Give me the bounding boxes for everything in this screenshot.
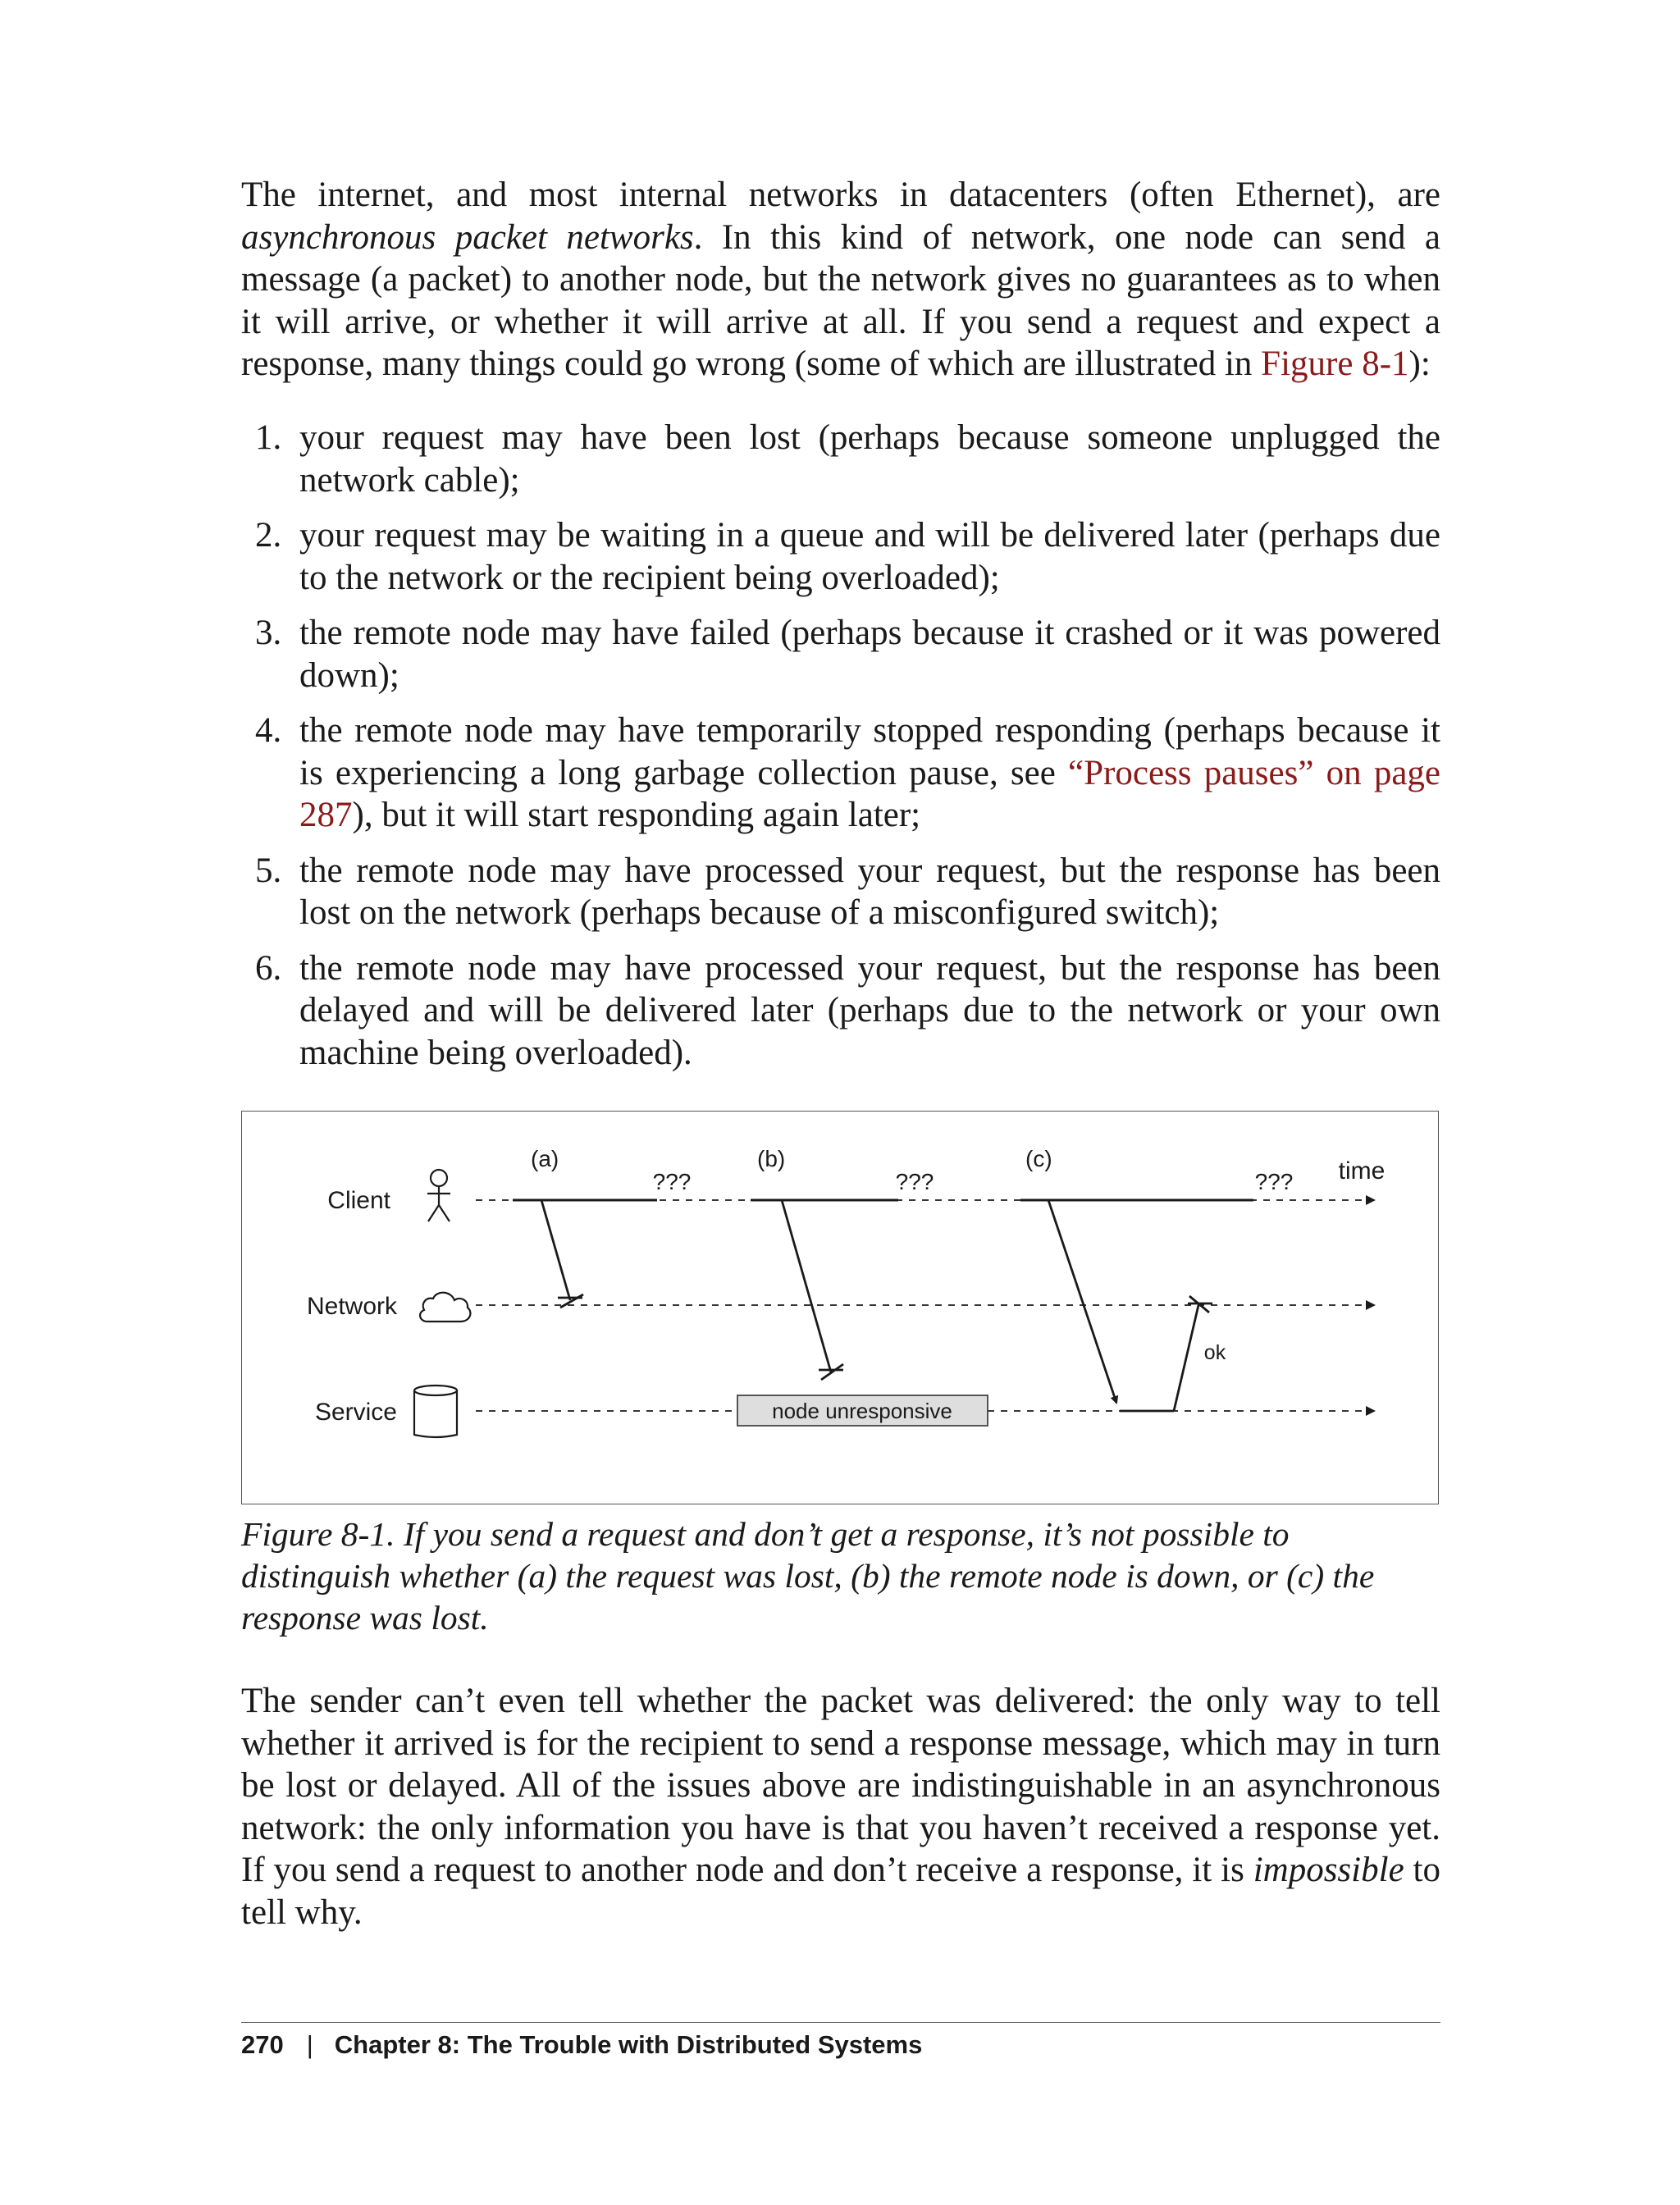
list-item-text: your request may have been lost (perhaps because someone unplugged the network cable); bbox=[299, 418, 1440, 500]
network-label: Network bbox=[306, 1293, 397, 1320]
ok-label: ok bbox=[1203, 1341, 1226, 1364]
service-timeline-arrow bbox=[1366, 1406, 1376, 1416]
chapter-title: Chapter 8: The Trouble with Distributed Systems bbox=[334, 2030, 923, 2059]
figure-caption: Figure 8-1. If you send a request and don’t get a response, it’s not possible to distinguish whether (a) the request was lost, (b) the remote node is down, or (c) the response was lost. bbox=[241, 1515, 1375, 1637]
intro-text-3: ): bbox=[1408, 345, 1431, 383]
sequence-diagram bbox=[242, 1112, 1440, 1505]
case-a-label: (a) bbox=[531, 1146, 559, 1171]
intro-emphasis: asynchronous packet networks bbox=[241, 217, 694, 257]
list-item-text: ), but it will start responding again later; bbox=[352, 796, 921, 834]
list-number: 4. bbox=[255, 711, 282, 750]
list-number: 2. bbox=[255, 516, 282, 555]
footer-rule bbox=[241, 2022, 1440, 2023]
outro-emphasis: impossible bbox=[1253, 1851, 1404, 1889]
figure-8-1 bbox=[241, 1111, 1439, 1504]
list-item bbox=[241, 850, 1440, 934]
page-number: 270 bbox=[241, 2030, 284, 2059]
unknown-label-c: ??? bbox=[1254, 1169, 1294, 1194]
list-item-text: the remote node may have processed your request, but the response has been lost on the network (perhaps because of a misconfigured switch); bbox=[299, 851, 1440, 932]
service-label: Service bbox=[314, 1399, 397, 1426]
client-label: Client bbox=[327, 1187, 390, 1214]
person-icon bbox=[427, 1170, 450, 1221]
process-pauses-link[interactable]: “Process pauses” on page 287 bbox=[299, 753, 1440, 834]
node-unresponsive-label: node unresponsive bbox=[772, 1399, 952, 1423]
list-item bbox=[241, 947, 1440, 1075]
case-b-label: (b) bbox=[757, 1146, 786, 1171]
failure-list bbox=[241, 417, 1440, 1087]
database-icon bbox=[414, 1386, 457, 1437]
list-number: 3. bbox=[255, 614, 282, 652]
case-a-request bbox=[541, 1200, 583, 1308]
unknown-label-b: ??? bbox=[895, 1169, 934, 1194]
list-number: 5. bbox=[255, 851, 282, 890]
client-timeline-arrow bbox=[1366, 1195, 1376, 1205]
page-footer bbox=[241, 2030, 922, 2060]
intro-text-1: The internet, and most internal networks in datacenters (often Ethernet), are bbox=[241, 176, 1440, 214]
time-label: time bbox=[1338, 1157, 1386, 1185]
list-number: 6. bbox=[255, 948, 282, 988]
list-item-text: your request may be waiting in a queue and will be delivered later (perhaps due to the network or the recipient being overloaded); bbox=[299, 516, 1440, 597]
outro-text-2: to tell why. bbox=[241, 1851, 1441, 1932]
case-c-response bbox=[1120, 1296, 1212, 1411]
case-b-request bbox=[782, 1200, 843, 1380]
footer-separator: | bbox=[306, 2030, 313, 2059]
intro-paragraph bbox=[241, 174, 1440, 386]
outro-paragraph bbox=[241, 1680, 1440, 1933]
list-item-text: the remote node may have processed your request, but the response has been delayed and will be delivered later (perhaps due to the network or your own machine being overloaded). bbox=[299, 948, 1440, 1072]
cloud-icon bbox=[420, 1293, 470, 1322]
outro-text-1: The sender can’t even tell whether the packet was delivered: the only way to tell whether it arrived is for the recipient to send a response message, which may in turn be lost or delayed. All of the issues above are indistinguishable in an asynchronous network: the only information you have is that you haven’t received a response yet. If you send a request to another node and don’t receive a response, it is bbox=[241, 1682, 1440, 1889]
case-c-label: (c) bbox=[1025, 1146, 1052, 1171]
list-number: 1. bbox=[255, 418, 282, 457]
network-timeline-arrow bbox=[1366, 1300, 1376, 1310]
list-item bbox=[241, 710, 1440, 837]
intro-text-2: . In this kind of network, one node can send a message (a packet) to another node, but the network gives no guarantees as to when it will arrive, or whether it will arrive at all. If you send a request and expect a response, many things could go wrong (some of which are illustrated in bbox=[241, 217, 1440, 383]
list-item-text: the remote node may have failed (perhaps because it crashed or it was powered down); bbox=[299, 614, 1440, 695]
list-item bbox=[241, 514, 1440, 599]
timelines bbox=[476, 1200, 1366, 1411]
list-item bbox=[241, 417, 1440, 501]
list-item bbox=[241, 612, 1440, 696]
unknown-label-a: ??? bbox=[652, 1169, 692, 1194]
case-c-request bbox=[1048, 1200, 1116, 1403]
list-item-text: the remote node may have temporarily stopped responding (perhaps because it is experiencing a long garbage collection pause, see bbox=[299, 711, 1440, 792]
figure-8-1-link[interactable]: Figure 8-1 bbox=[1261, 345, 1409, 383]
